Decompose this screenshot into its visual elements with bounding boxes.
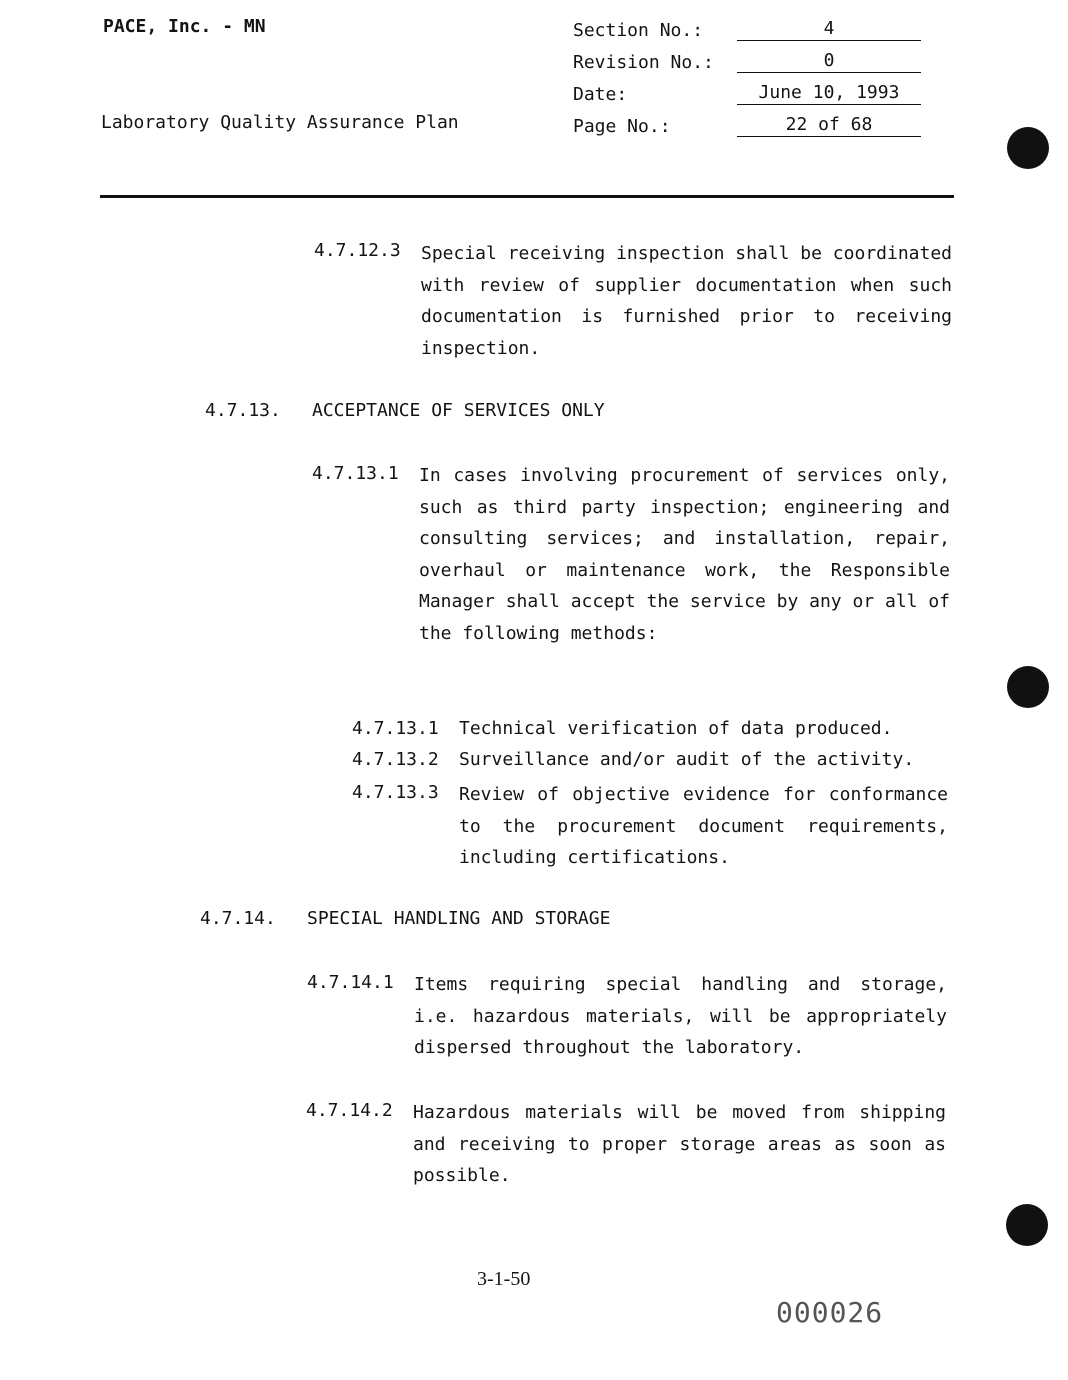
list-item: Technical verification of data produced.: [459, 718, 893, 739]
section-value: 4: [737, 18, 921, 41]
section-number: 4.7.14.1: [307, 972, 394, 993]
document-stamp: 000026: [776, 1296, 884, 1329]
punch-hole-icon: [1007, 127, 1049, 169]
section-heading: SPECIAL HANDLING AND STORAGE: [307, 908, 611, 929]
section-heading: ACCEPTANCE OF SERVICES ONLY: [312, 400, 605, 421]
page-label: Page No.:: [573, 116, 671, 137]
company-name: PACE, Inc. - MN: [103, 16, 266, 37]
revision-label: Revision No.:: [573, 52, 714, 73]
section-number: 4.7.14.2: [306, 1100, 393, 1121]
date-value: June 10, 1993: [737, 82, 921, 105]
list-item: Review of objective evidence for conformance to the procurement document requirements, including certifications.: [459, 784, 948, 868]
punch-hole-icon: [1007, 666, 1049, 708]
list-number: 4.7.13.1: [352, 718, 439, 739]
heading-number: 4.7.13.: [205, 400, 281, 421]
paragraph: Items requiring special handling and storage, i.e. hazardous materials, will be appropriately dispersed throughout the laboratory.: [414, 974, 947, 1058]
heading-number: 4.7.14.: [200, 908, 276, 929]
header-divider: [100, 195, 954, 198]
paragraph: In cases involving procurement of services only, such as third party inspection; engineering and consulting services; and installation, repair, overhaul or maintenance work, the Responsible Manager shall accept the service by any or all of the following methods:: [419, 465, 951, 644]
date-label: Date:: [573, 84, 628, 105]
punch-hole-icon: [1006, 1204, 1048, 1246]
list-number: 4.7.13.2: [352, 749, 439, 770]
section-label: Section No.:: [573, 20, 704, 41]
list-item: Surveillance and/or audit of the activity.: [459, 749, 915, 770]
revision-value: 0: [737, 50, 921, 73]
section-number: 4.7.12.3: [314, 240, 401, 261]
page-code: 3-1-50: [477, 1268, 531, 1290]
plan-title: Laboratory Quality Assurance Plan: [101, 112, 459, 133]
list-number: 4.7.13.3: [352, 782, 439, 803]
paragraph: Hazardous materials will be moved from shipping and receiving to proper storage areas as soon as possible.: [413, 1102, 946, 1186]
section-number: 4.7.13.1: [312, 463, 399, 484]
page-value: 22 of 68: [737, 114, 921, 137]
paragraph: Special receiving inspection shall be coordinated with review of supplier documentation when such documentation is furnished prior to receiving inspection.: [421, 243, 953, 359]
